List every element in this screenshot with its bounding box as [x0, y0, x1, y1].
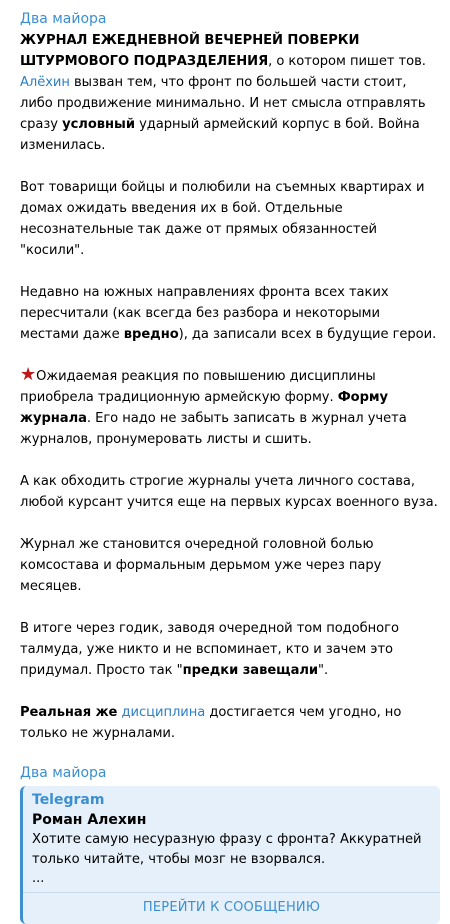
red-star-icon: ★: [20, 364, 37, 385]
post-paragraph-6: Журнал же становится очередной головной болью комсостава и формальным дерьмом уже через пару месяцев.: [20, 537, 382, 594]
preview-text: Хотите самую несуразную фразу с фронта? Аккуратней только читайте, чтобы мозг не взорвался.: [32, 832, 422, 867]
bold-fragment: условный: [62, 117, 135, 132]
text-fragment: ".: [318, 663, 329, 678]
preview-ellipsis: ...: [32, 871, 45, 886]
post-paragraph-7: [20, 618, 440, 681]
bold-fragment: Форму журнала: [20, 390, 389, 426]
preview-author: Роман Алехин: [32, 812, 147, 828]
text-fragment: . Его надо не забыть записать в журнал учета журналов, пронумеровать листы и сшить.: [20, 411, 407, 447]
post-paragraph-2: Вот товарищи бойцы и полюбили на съемных квартирах и домах ожидать введения их в бой. Отдельные несознательные так даже от прямых обязанностей "косили".: [20, 180, 425, 258]
post-paragraph-1: [20, 30, 440, 156]
text-fragment: ), да записали всех в будущие герои.: [178, 327, 437, 342]
text-fragment: Ожидаемая реакция по повышению дисциплины приобрела традиционную армейскую форму.: [20, 369, 376, 405]
text-fragment: достигается чем угодно, но только не журналами.: [20, 705, 402, 741]
go-to-message-button[interactable]: ПЕРЕЙТИ К СООБЩЕНИЮ: [23, 892, 440, 924]
author-link[interactable]: Алёхин: [20, 75, 70, 90]
discipline-link[interactable]: дисциплина: [121, 705, 206, 720]
post-title: ЖУРНАЛ ЕЖЕДНЕВНОЙ ВЕЧЕРНЕЙ ПОВЕРКИ ШТУРМОВОГО ПОДРАЗДЕЛЕНИЯ: [20, 33, 360, 69]
forward-author[interactable]: Два майора: [20, 765, 107, 781]
text-fragment: , о котором пишет тов.: [268, 54, 426, 69]
bold-fragment: Реальная же: [20, 705, 118, 720]
link-preview-card[interactable]: [20, 786, 440, 924]
post-paragraph-4: [20, 366, 440, 450]
post-paragraph-3: [20, 282, 440, 345]
post-paragraph-5: А как обходить строгие журналы учета личного состава, любой курсант учится еще на первых курсах военного вуза.: [20, 474, 438, 510]
channel-name[interactable]: Два майора: [20, 11, 107, 27]
bold-fragment: предки завещали: [182, 663, 319, 678]
text-fragment: Недавно на южных направлениях фронта всех таких пересчитали (как всегда без разбора и некоторыми местами даже: [20, 285, 389, 342]
post-paragraph-8: [20, 702, 440, 744]
text-fragment: ударный армейский корпус в бой. Война изменилась.: [20, 117, 420, 153]
text-fragment: В итоге через годик, заводя очередной том подобного талмуда, уже никто и не вспоминает, кто и зачем это придумал. Просто так ": [20, 621, 399, 678]
text-fragment: вызван тем, что фронт по большей части стоит, либо продвижение минимально. И нет смысла отправлять сразу: [20, 75, 426, 132]
preview-source: Telegram: [32, 792, 105, 808]
bold-fragment: вредно: [123, 327, 179, 342]
